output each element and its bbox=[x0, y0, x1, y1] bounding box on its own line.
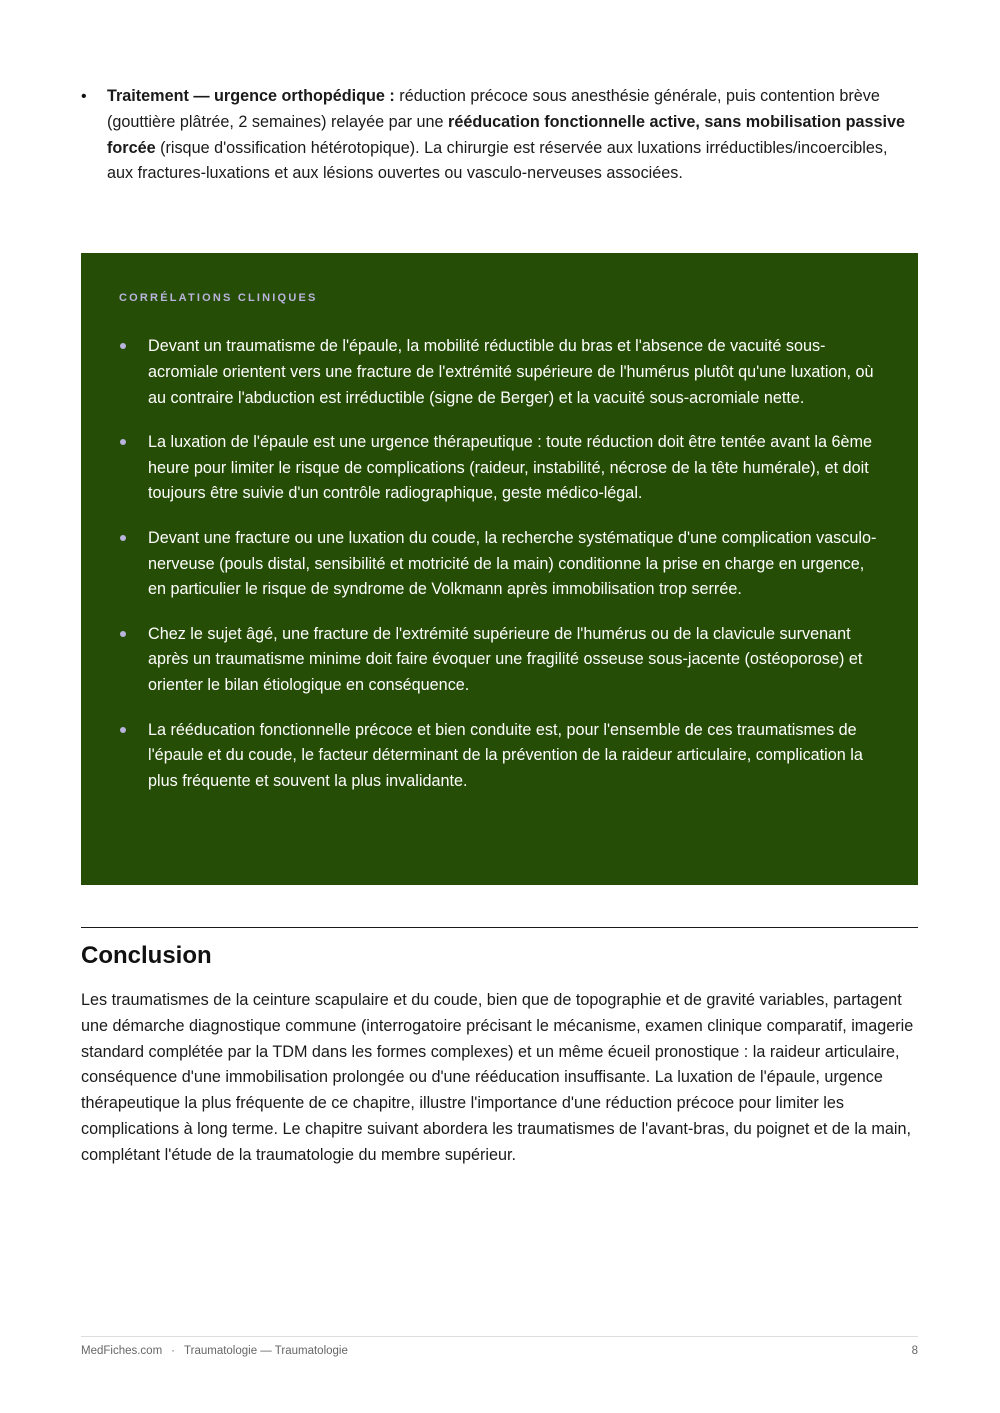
section-divider bbox=[81, 927, 918, 928]
callout-item: Chez le sujet âgé, une fracture de l'extrémité supérieure de l'humérus ou de la clavicule survenant après un traumatisme minime doit faire évoquer une fragilité osseuse sous-jacente (ostéoporose) et orienter le bilan étiologique en conséquence. bbox=[119, 622, 878, 699]
footer-divider bbox=[81, 1336, 918, 1337]
callout-item: Devant un traumatisme de l'épaule, la mobilité réductible du bras et l'absence de vacuité sous-acromiale orientent vers une fracture de l'extrémité supérieure de l'humérus plutôt qu'une luxation, où au contraire l'abduction est irréductible (signe de Berger) et la vacuité sous-acromiale nette. bbox=[119, 334, 878, 411]
footer-section: Traumatologie — Traumatologie bbox=[184, 1345, 348, 1357]
clinical-correlations-box bbox=[81, 253, 918, 885]
conclusion-heading: Conclusion bbox=[81, 942, 212, 969]
footer-site: MedFiches.com bbox=[81, 1345, 163, 1357]
treatment-lead: Traitement — urgence orthopédique : bbox=[107, 87, 395, 105]
page-number: 8 bbox=[911, 1345, 918, 1357]
treatment-text-2: (risque d'ossification hétérotopique). La chirurgie est réservée aux luxations irréductibles/incoercibles, aux fractures-luxations et aux lésions ouvertes ou vasculo-nerveuses associées. bbox=[107, 138, 888, 183]
treatment-bold-2: rééducation fonctionnelle active, sans mobilisation passive forcée bbox=[107, 112, 906, 157]
callout-item: La luxation de l'épaule est une urgence thérapeutique : toute réduction doit être tentée avant la 6ème heure pour limiter le risque de complications (raideur, instabilité, nécrose de la tête humérale), et doit toujours être suivie d'un contrôle radiographique, geste médico-légal. bbox=[119, 430, 878, 507]
treatment-text-1: réduction précoce sous anesthésie générale, puis contention brève (gouttière plâtrée, 2 semaines) relayée par une bbox=[107, 87, 880, 131]
callout-title: CORRÉLATIONS CLINIQUES bbox=[119, 292, 318, 304]
treatment-list bbox=[81, 84, 918, 187]
callout-list bbox=[119, 334, 878, 795]
callout-item: La rééducation fonctionnelle précoce et bien conduite est, pour l'ensemble de ces traumatismes de l'épaule et du coude, le facteur déterminant de la prévention de la raideur articulaire, complication la plus fréquente et souvent la plus invalidante. bbox=[119, 718, 878, 795]
treatment-bullet bbox=[81, 84, 918, 187]
footer-separator: · bbox=[171, 1345, 176, 1357]
conclusion-paragraph: Les traumatismes de la ceinture scapulaire et du coude, bien que de topographie et de gravité variables, partagent une démarche diagnostique commune (interrogatoire précisant le mécanisme, examen clinique comparatif, imagerie standard complétée par la TDM dans les formes complexes) et un même écueil pronostique : la raideur articulaire, conséquence d'une immobilisation prolongée ou d'une rééducation insuffisante. La luxation de l'épaule, urgence thérapeutique la plus fréquente de ce chapitre, illustre l'importance d'une réduction précoce pour limiter les complications à long terme. Le chapitre suivant abordera les traumatismes de l'avant-bras, du poignet et de la main, complétant l'étude de la traumatologie du membre supérieur. bbox=[81, 991, 914, 1164]
callout-item: Devant une fracture ou une luxation du coude, la recherche systématique d'une complication vasculo-nerveuse (pouls distal, sensibilité et motricité de la main) conditionne la prise en charge en urgence, en particulier le risque de syndrome de Volkmann après immobilisation trop serrée. bbox=[119, 526, 878, 603]
